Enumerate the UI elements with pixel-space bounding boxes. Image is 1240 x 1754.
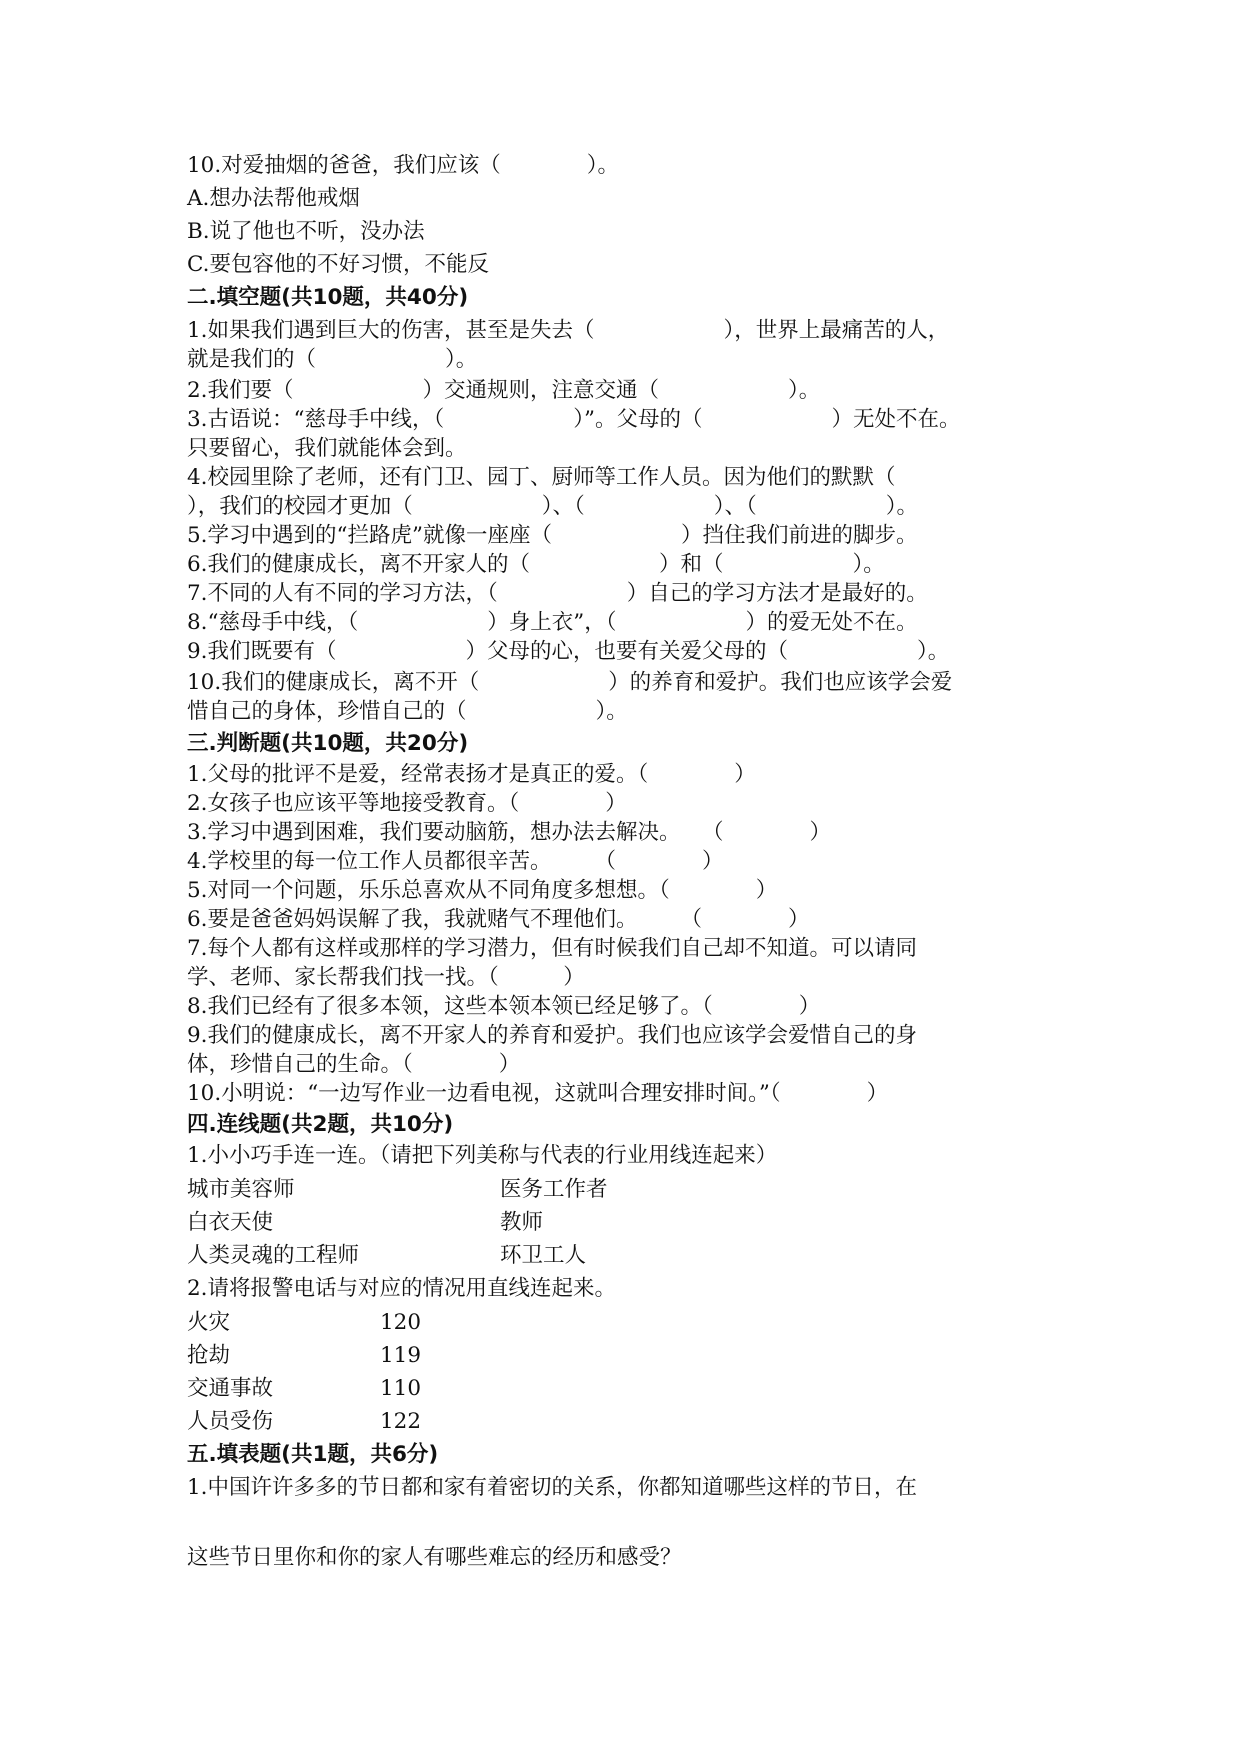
question-10-stem: 10.对爱抽烟的爸爸，我们应该（ ）。 xyxy=(187,153,619,178)
match-q1-right-item: 环卫工人 xyxy=(500,1243,587,1268)
table-question-line: 这些节日里你和你的家人有哪些难忘的经历和感受？ xyxy=(187,1545,682,1570)
match-q1-right-item: 教师 xyxy=(500,1210,544,1235)
judge-line: 体，珍惜自己的生命。（ ） xyxy=(187,1052,521,1077)
section-4-title: 四.连线题(共2题，共10分) xyxy=(187,1112,454,1137)
judge-line: 7.每个人都有这样或那样的学习潜力，但有时候我们自己却不知道。可以请同 xyxy=(187,936,918,961)
judge-line: 2.女孩子也应该平等地接受教育。（ ） xyxy=(187,791,627,816)
fill-line: 4.校园里除了老师，还有门卫、园丁、厨师等工作人员。因为他们的默默（ xyxy=(187,465,896,490)
fill-line: 5.学习中遇到的“拦路虎”就像一座座（ ）挡住我们前进的脚步。 xyxy=(187,523,918,548)
match-q2-right-item: 110 xyxy=(380,1376,422,1401)
match-q2-left-item: 火灾 xyxy=(187,1310,231,1335)
match-q1-left-item: 白衣天使 xyxy=(187,1210,274,1235)
match-q1-stem: 1.小小巧手连一连。（请把下列美称与代表的行业用线连起来） xyxy=(187,1143,778,1168)
fill-line: ），我们的校园才更加（ ）、（ ）、（ ）。 xyxy=(187,494,919,519)
judge-line: 3.学习中遇到困难，我们要动脑筋，想办法去解决。 （ ） xyxy=(187,820,832,845)
fill-line: 就是我们的（ ）。 xyxy=(187,347,478,372)
fill-line: 9.我们既要有（ ）父母的心，也要有关爱父母的（ ）。 xyxy=(187,639,950,664)
option-b: B.说了他也不听，没办法 xyxy=(187,219,425,244)
fill-line: 惜自己的身体，珍惜自己的（ ）。 xyxy=(187,699,628,724)
fill-line: 8.“慈母手中线，（ ）身上衣”，（ ）的爱无处不在。 xyxy=(187,610,918,635)
match-q2-right-item: 122 xyxy=(380,1409,422,1434)
fill-line: 7.不同的人有不同的学习方法，（ ）自己的学习方法才是最好的。 xyxy=(187,581,928,606)
match-q2-right-item: 120 xyxy=(380,1310,422,1335)
section-5-title: 五.填表题(共1题，共6分) xyxy=(187,1442,439,1467)
judge-line: 10.小明说：“一边写作业一边看电视，这就叫合理安排时间。”（ ） xyxy=(187,1081,889,1106)
option-a: A.想办法帮他戒烟 xyxy=(187,186,360,211)
judge-line: 6.要是爸爸妈妈误解了我，我就赌气不理他们。 （ ） xyxy=(187,907,810,932)
fill-line: 6.我们的健康成长，离不开家人的（ ）和（ ）。 xyxy=(187,552,885,577)
fill-line: 10.我们的健康成长，离不开（ ）的养育和爱护。我们也应该学会爱 xyxy=(187,670,953,695)
match-q2-left-item: 人员受伤 xyxy=(187,1409,274,1434)
match-q2-stem: 2.请将报警电话与对应的情况用直线连起来。 xyxy=(187,1276,617,1301)
table-question-line: 1.中国许许多多的节日都和家有着密切的关系，你都知道哪些这样的节日，在 xyxy=(187,1475,918,1500)
section-3-title: 三.判断题(共10题，共20分) xyxy=(187,731,469,756)
match-q2-left-item: 抢劫 xyxy=(187,1343,231,1368)
fill-line: 3.古语说：“慈母手中线，（ ）”。父母的（ ）无处不在。 xyxy=(187,407,961,432)
option-c: C.要包容他的不好习惯，不能反 xyxy=(187,252,490,277)
match-q2-left-item: 交通事故 xyxy=(187,1376,274,1401)
fill-line: 2.我们要（ ）交通规则，注意交通（ ）。 xyxy=(187,378,821,403)
judge-line: 学、老师、家长帮我们找一找。（ ） xyxy=(187,965,585,990)
fill-line: 1.如果我们遇到巨大的伤害，甚至是失去（ ），世界上最痛苦的人， xyxy=(187,318,950,343)
section-2-title: 二.填空题(共10题，共40分) xyxy=(187,285,469,310)
match-q1-right-item: 医务工作者 xyxy=(500,1177,608,1202)
fill-line: 只要留心，我们就能体会到。 xyxy=(187,436,467,461)
judge-line: 1.父母的批评不是爱，经常表扬才是真正的爱。（ ） xyxy=(187,762,756,787)
match-q1-left-item: 城市美容师 xyxy=(187,1177,295,1202)
judge-line: 8.我们已经有了很多本领，这些本领本领已经足够了。（ ） xyxy=(187,994,821,1019)
match-q1-left-item: 人类灵魂的工程师 xyxy=(187,1243,360,1268)
judge-line: 9.我们的健康成长，离不开家人的养育和爱护。我们也应该学会爱惜自己的身 xyxy=(187,1023,918,1048)
match-q2-right-item: 119 xyxy=(380,1343,422,1368)
judge-line: 5.对同一个问题，乐乐总喜欢从不同角度多想想。（ ） xyxy=(187,878,778,903)
judge-line: 4.学校里的每一位工作人员都很辛苦。 （ ） xyxy=(187,849,724,874)
